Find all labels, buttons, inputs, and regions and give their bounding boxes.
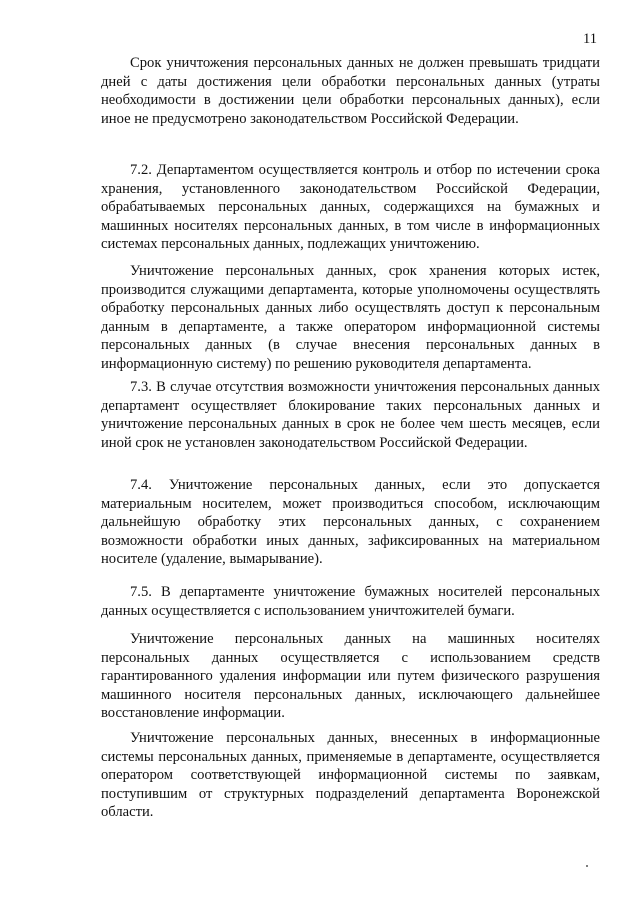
page-number: 11 — [583, 31, 597, 47]
paragraph-7-2: 7.2. Департаментом осуществляется контроль и отбор по истечении срока хранения, установленного законодательством Российской Федерации, обрабатываемых персональных данных, содержащихся на бумажных и машинных носителях персональных данных, в том числе в информационных системах персональных данных, подлежащих уничтожению. — [101, 162, 600, 253]
paragraph-expired-data-destruction: Уничтожение персональных данных, срок хранения которых истек, производится служащими департамента, которые уполномочены осуществлять обработку персональных данных либо осуществлять доступ к персональным данным в департаменте, а также оператором информационной системы персональных данных (в случае внесения персональных данных в информационную систему) по решению руководителя департамента. — [101, 263, 600, 372]
paragraph-7-3: 7.3. В случае отсутствия возможности уничтожения персональных данных департамент осуществляет блокирование таких персональных данных и уничтожение персональных данных в срок не более чем шесть месяцев, если иной срок не установлен законодательством Российской Федерации. — [101, 379, 600, 451]
paragraph-7-5: 7.5. В департаменте уничтожение бумажных носителей персональных данных осуществляется с использованием уничтожителей бумаги. — [101, 584, 600, 619]
scan-speck — [586, 865, 588, 867]
paragraph-7-4: 7.4. Уничтожение персональных данных, если это допускается материальным носителем, может производиться способом, исключающим дальнейшую обработку этих персональных данных, с сохранением возможности обработки иных данных, зафиксированных на материальном носителе (удаление, вымарывание). — [101, 477, 600, 568]
paragraph-destruction-deadline: Срок уничтожения персональных данных не должен превышать тридцати дней с даты достижения цели обработки персональных данных (утраты необходимости в достижении цели обработки персональных данных), если иное не предусмотрено законодательством Российской Федерации. — [101, 55, 600, 127]
paragraph-machine-media-destruction: Уничтожение персональных данных на машинных носителях персональных данных осуществляется с использованием средств гарантированного удаления информации или путем физического разрушения машинного носителя персональных данных, исключающего дальнейшее восстановление информации. — [101, 631, 600, 722]
paragraph-information-systems-destruction: Уничтожение персональных данных, внесенных в информационные системы персональных данных, применяемые в департаменте, осуществляется оператором соответствующей информационной системы по заявкам, поступившим от структурных подразделений департамента Воронежской области. — [101, 730, 600, 821]
